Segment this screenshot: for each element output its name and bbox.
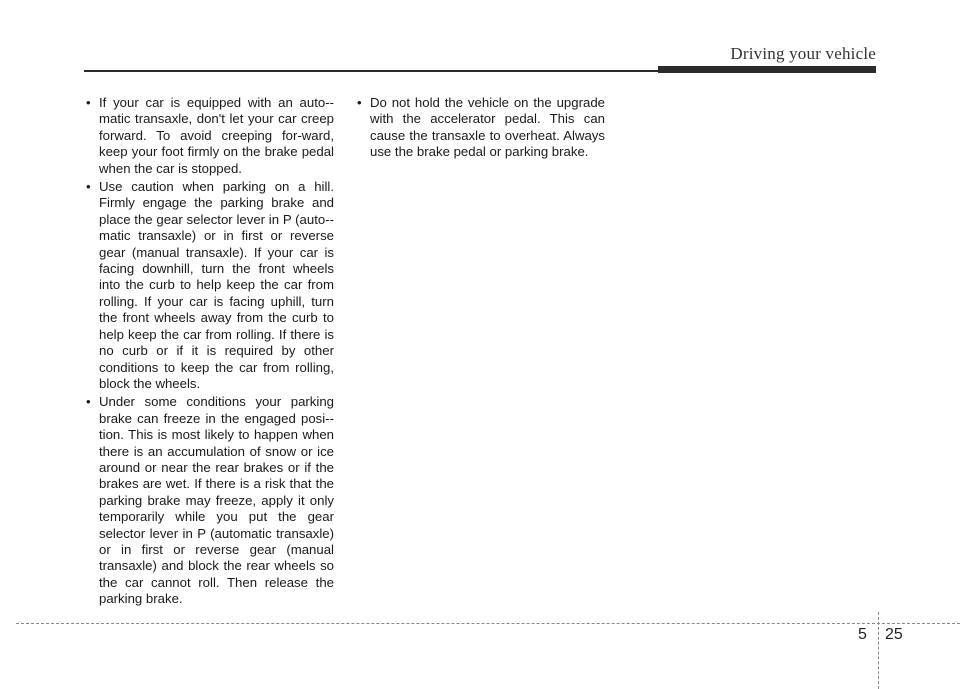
- right-bullet-list: [353, 95, 605, 161]
- page-number: 25: [885, 626, 903, 643]
- list-item: [353, 95, 605, 161]
- footer-page-divider: [878, 612, 879, 689]
- list-item-text: Use caution when parking on a hill. Firmly engage the parking brake and place the gear selector lever in P (auto-matic transaxle) or in first or reverse gear (manual transaxle). If your car is facing downhill, turn the front wheels into the curb to help keep the car from rolling. If your car is facing uphill, turn the front wheels away from the curb to help keep the car from rolling. If there is no curb or if it is required by other conditions to keep the car from rolling, block the wheels.: [99, 179, 334, 391]
- bullet-icon: •: [86, 179, 91, 195]
- list-item: [82, 394, 334, 607]
- list-item: [82, 95, 334, 177]
- section-title: Driving your vehicle: [730, 44, 876, 63]
- right-column: [353, 95, 605, 163]
- chapter-number: 5: [858, 626, 867, 643]
- list-item-text: If your car is equipped with an auto-matic transaxle, don't let your car creep forward. To avoid creeping for-ward, keep your foot firmly on the brake pedal when the car is stopped.: [99, 95, 334, 176]
- list-item-text: Under some conditions your parking brake can freeze in the engaged posi-tion. This is most likely to happen when there is an accumulation of snow or ice around or near the rear brakes or if the brakes are wet. If there is a risk that the parking brake may freeze, apply it only temporarily while you put the gear selector lever in P (automatic transaxle) or in first or reverse gear (manual transaxle) and block the rear wheels so the car cannot roll. Then release the parking brake.: [99, 394, 334, 607]
- list-item-text: Do not hold the vehicle on the upgrade with the accelerator pedal. This can cause the transaxle to overheat. Always use the brake pedal or parking brake.: [370, 95, 605, 160]
- bullet-icon: •: [357, 95, 362, 110]
- left-column: [82, 95, 334, 610]
- list-item: [82, 179, 334, 392]
- bullet-icon: •: [86, 95, 91, 110]
- header-rule-thick: [658, 66, 876, 73]
- left-bullet-list: [82, 95, 334, 608]
- footer-divider: [16, 623, 960, 624]
- bullet-icon: •: [86, 394, 91, 410]
- header-rule-thin: [84, 70, 664, 72]
